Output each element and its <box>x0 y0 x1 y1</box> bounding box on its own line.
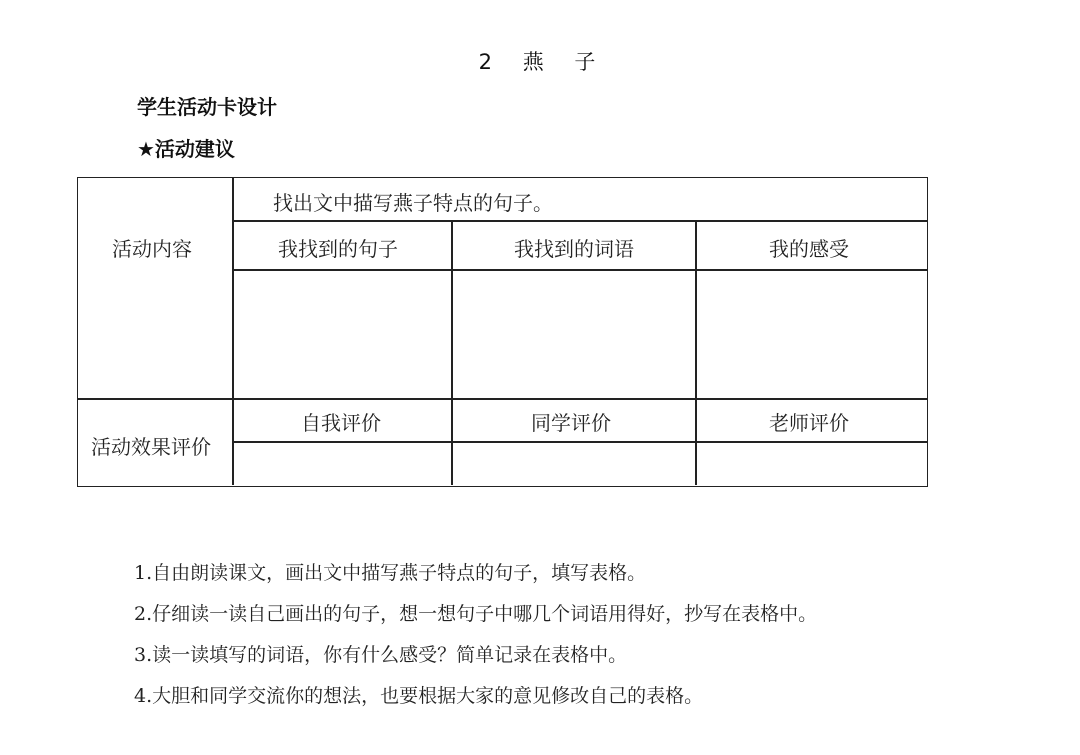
task-text: 找出文中描写燕子特点的句子。 <box>273 191 553 215</box>
instruction-item: 1.自由朗读课文，画出文中描写燕子特点的句子，填写表格。 <box>134 562 647 584</box>
section-heading: 学生活动卡设计 <box>137 95 277 119</box>
lesson-title-char-1: 燕 <box>522 50 550 74</box>
instruction-list <box>134 558 817 722</box>
eval-header-self: 自我评价 <box>301 411 381 435</box>
table-divider <box>451 220 453 485</box>
column-header-sentences: 我找到的句子 <box>278 237 398 261</box>
table-divider <box>232 178 234 485</box>
table-divider <box>232 441 927 443</box>
activity-table <box>77 177 928 487</box>
lesson-number: 2 <box>478 50 498 74</box>
eval-header-classmate: 同学评价 <box>531 411 611 435</box>
subsection-heading: ★活动建议 <box>137 137 235 161</box>
lesson-title-char-2: 子 <box>574 50 602 74</box>
instruction-item: 4.大胆和同学交流你的想法，也要根据大家的意见修改自己的表格。 <box>134 685 704 707</box>
table-divider <box>232 269 927 271</box>
page-title <box>0 46 1080 76</box>
eval-header-teacher: 老师评价 <box>769 411 849 435</box>
table-divider <box>695 220 697 485</box>
table-divider <box>78 398 927 400</box>
table-divider <box>232 220 927 222</box>
column-header-feelings: 我的感受 <box>769 237 849 261</box>
instruction-item: 3.读一读填写的词语，你有什么感受？简单记录在表格中。 <box>134 644 628 666</box>
row-label-evaluation: 活动效果评价 <box>91 435 211 459</box>
instruction-item: 2.仔细读一读自己画出的句子，想一想句子中哪几个词语用得好，抄写在表格中。 <box>134 603 818 625</box>
row-label-activity: 活动内容 <box>112 237 192 261</box>
column-header-words: 我找到的词语 <box>514 237 634 261</box>
